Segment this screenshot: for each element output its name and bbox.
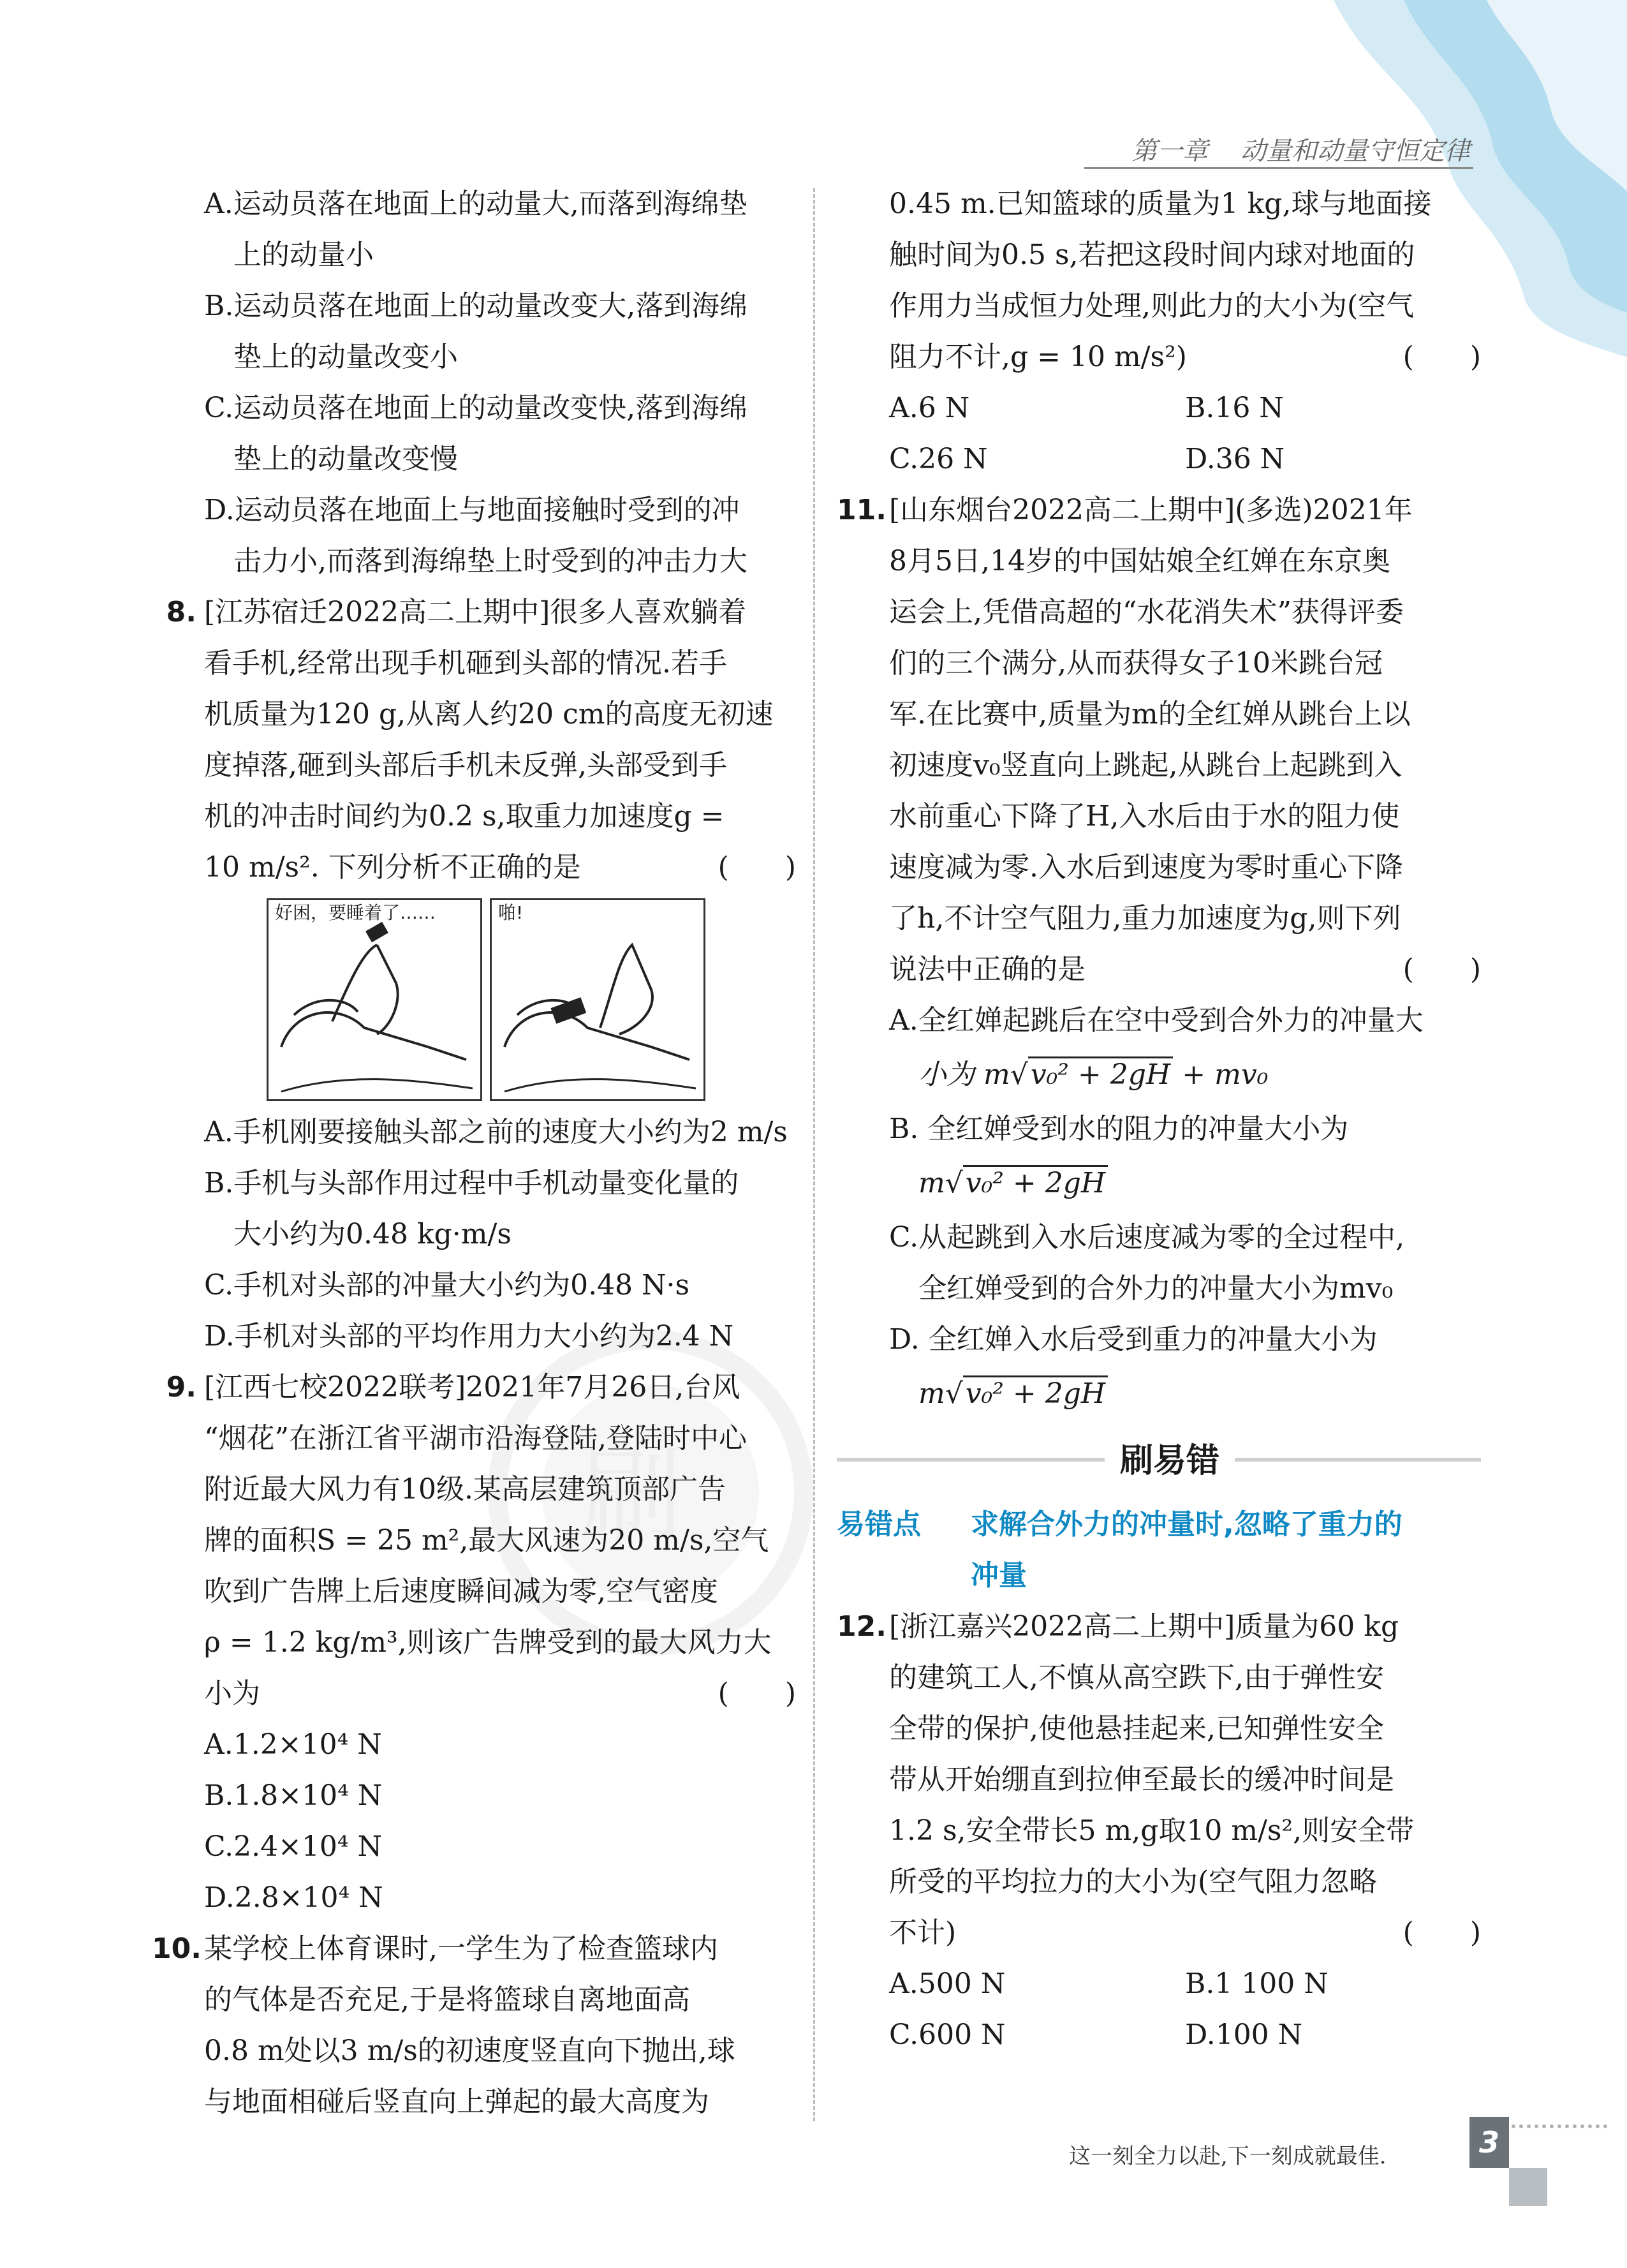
answer-bracket: ( ) bbox=[1402, 1916, 1481, 1949]
column-divider bbox=[813, 188, 815, 2121]
q8-option-d: D.手机对头部的平均作用力大小约为2.4 N bbox=[204, 1320, 734, 1353]
q11-line: 运会上,凭借高超的“水花消失术”获得评委 bbox=[889, 596, 1404, 628]
footer-dots bbox=[1512, 2124, 1607, 2132]
q11-line: 水前重心下降了H,入水后由于水的阻力使 bbox=[889, 800, 1400, 833]
answer-bracket: ( ) bbox=[1402, 341, 1481, 373]
right-column bbox=[837, 179, 1481, 2061]
panel-1-caption: 好困，要睡着了…… bbox=[275, 902, 436, 923]
left-column bbox=[152, 179, 796, 2128]
svg-text:刷: 刷 bbox=[580, 1436, 683, 1555]
q8-line: 10 m/s². 下列分析不正确的是 bbox=[204, 851, 581, 884]
comic-panel-1 bbox=[267, 898, 482, 1101]
question-9 bbox=[152, 1362, 796, 1923]
q10-option-d: D.36 N bbox=[1185, 443, 1285, 475]
q8-line: 机质量为120 g,从离人约20 cm的高度无初速 bbox=[204, 698, 774, 730]
q12-line: 不计) bbox=[889, 1916, 957, 1949]
q11-line: 了h,不计空气阻力,重力加速度为g,则下列 bbox=[889, 902, 1401, 935]
q7-option-b: B.运动员落在地面上的动量改变大,落到海绵 bbox=[204, 290, 748, 322]
q8-illustration bbox=[152, 893, 796, 1107]
q12-option-d: D.100 N bbox=[1185, 2019, 1303, 2051]
q9-option-c: C.2.4×10⁴ N bbox=[204, 1830, 383, 1863]
comic-panel-2 bbox=[490, 898, 705, 1101]
q9-line: 吹到广告牌上后速度瞬间减为零,空气密度 bbox=[204, 1575, 718, 1608]
q10-option-a: A.6 N bbox=[889, 392, 970, 424]
q12-line: 1.2 s,安全带长5 m,g取10 m/s²,则安全带 bbox=[889, 1814, 1415, 1847]
q10-option-b: B.16 N bbox=[1185, 392, 1284, 424]
q9-line: 附近最大风力有10级.某高层建筑顶部广告 bbox=[204, 1473, 726, 1506]
question-number: 11. bbox=[837, 494, 887, 526]
q10-line: 触时间为0.5 s,若把这段时间内球对地面的 bbox=[889, 239, 1415, 271]
page-number-decoration bbox=[1509, 2168, 1547, 2206]
q10-option-c: C.26 N bbox=[889, 443, 988, 475]
formula-text: 小为 m bbox=[918, 1058, 1010, 1091]
q9-option-d: D.2.8×10⁴ N bbox=[204, 1881, 383, 1914]
q11-option-c: C.从起跳到入水后速度减为零的全过程中, bbox=[889, 1221, 1405, 1254]
q11-line: 8月5日,14岁的中国姑娘全红婵在东京奥 bbox=[889, 545, 1390, 577]
formula-radicand: v₀² + 2gH bbox=[963, 1165, 1108, 1200]
q9-option-b: B.1.8×10⁴ N bbox=[204, 1779, 383, 1812]
q8-option-c: C.手机对头部的冲量大小约为0.48 N·s bbox=[204, 1269, 690, 1301]
q12-line: 所受的平均拉力的大小为(空气阻力忽略 bbox=[889, 1865, 1378, 1898]
question-number: 8. bbox=[166, 596, 196, 628]
error-point-text: 求解合外力的冲量时,忽略了重力的 bbox=[971, 1508, 1402, 1541]
formula-text: + mv₀ bbox=[1173, 1058, 1269, 1091]
header-rule bbox=[1084, 167, 1473, 169]
q7-option-a-cont: 上的动量小 bbox=[233, 239, 374, 271]
page-number: 3 bbox=[1469, 2117, 1509, 2168]
q11-line: 说法中正确的是 bbox=[889, 953, 1086, 986]
panel-2-caption: 啪! bbox=[498, 902, 524, 923]
answer-bracket: ( ) bbox=[718, 851, 796, 884]
q11-option-d: D. 全红婵入水后受到重力的冲量大小为 bbox=[889, 1323, 1378, 1356]
error-point bbox=[837, 1499, 1481, 1601]
footer-motto: 这一刻全力以赴,下一刻成就最佳. bbox=[1069, 2144, 1387, 2169]
q10-line: 0.8 m处以3 m/s的初速度竖直向下抛出,球 bbox=[204, 2035, 735, 2067]
running-header bbox=[1131, 131, 1470, 167]
error-point-text: 冲量 bbox=[971, 1559, 1027, 1592]
q7-option-d: D.运动员落在地面上与地面接触时受到的冲 bbox=[204, 494, 740, 526]
question-number: 9. bbox=[166, 1371, 196, 1404]
q11-line: 初速度v₀竖直向上跳起,从跳台上起跳到入 bbox=[889, 749, 1402, 782]
q10-line: 的气体是否充足,于是将篮球自离地面高 bbox=[204, 1983, 690, 2016]
q12-line: 带从开始绷直到拉伸至最长的缓冲时间是 bbox=[889, 1763, 1394, 1796]
q12-option-b: B.1 100 N bbox=[1185, 1968, 1329, 2000]
q11-option-c-cont: 全红婵受到的合外力的冲量大小为mv₀ bbox=[918, 1272, 1394, 1305]
q11-option-a: A.全红婵起跳后在空中受到合外力的冲量大 bbox=[889, 1004, 1424, 1037]
q11-line: [山东烟台2022高二上期中](多选)2021年 bbox=[889, 494, 1413, 526]
q7-option-a: A.运动员落在地面上的动量大,而落到海绵垫 bbox=[204, 188, 747, 220]
answer-bracket: ( ) bbox=[1402, 953, 1481, 986]
q8-line: 看手机,经常出现手机砸到头部的情况.若手 bbox=[204, 647, 727, 679]
question-12 bbox=[837, 1601, 1481, 2061]
chapter-title: 动量和动量守恒定律 bbox=[1240, 137, 1470, 166]
question-number: 12. bbox=[837, 1610, 887, 1643]
q10-line: 作用力当成恒力处理,则此力的大小为(空气 bbox=[889, 290, 1415, 322]
q9-line: 小为 bbox=[204, 1677, 260, 1710]
q11-option-b: B. 全红婵受到水的阻力的冲量大小为 bbox=[889, 1113, 1349, 1145]
q8-option-a: A.手机刚要接触头部之前的速度大小约为2 m/s bbox=[204, 1116, 788, 1148]
section-header bbox=[837, 1423, 1481, 1499]
error-point-label: 易错点 bbox=[837, 1508, 921, 1541]
answer-bracket: ( ) bbox=[718, 1677, 796, 1710]
question-10 bbox=[152, 1923, 796, 2128]
q11-option-d-formula: m√v₀² + 2gH bbox=[837, 1365, 1481, 1423]
q10-line: 0.45 m.已知篮球的质量为1 kg,球与地面接 bbox=[889, 188, 1432, 220]
q10-line: 阻力不计,g = 10 m/s²) bbox=[889, 341, 1187, 373]
q9-line: 牌的面积S = 25 m²,最大风速为20 m/s,空气 bbox=[204, 1524, 769, 1557]
chapter-label: 第一章 bbox=[1131, 137, 1209, 166]
q7-option-c: C.运动员落在地面上的动量改变快,落到海绵 bbox=[204, 392, 748, 424]
q7-option-b-cont: 垫上的动量改变小 bbox=[233, 341, 458, 373]
formula-text: m bbox=[918, 1377, 945, 1410]
q9-line: ρ = 1.2 kg/m³,则该广告牌受到的最大风力大 bbox=[204, 1626, 772, 1659]
q12-line: [浙江嘉兴2022高二上期中]质量为60 kg bbox=[889, 1610, 1399, 1643]
q10-line: 某学校上体育课时,一学生为了检查篮球内 bbox=[204, 1932, 718, 1965]
q11-line: 军.在比赛中,质量为m的全红婵从跳台上以 bbox=[889, 698, 1411, 730]
formula-radicand: v₀² + 2gH bbox=[1028, 1056, 1174, 1092]
q8-option-b-cont: 大小约为0.48 kg·m/s bbox=[233, 1218, 512, 1250]
q10-line: 与地面相碰后竖直向上弹起的最大高度为 bbox=[204, 2086, 709, 2118]
formula-radicand: v₀² + 2gH bbox=[963, 1375, 1108, 1411]
q12-line: 全带的保护,使他悬挂起来,已知弹性安全 bbox=[889, 1712, 1384, 1745]
q11-line: 们的三个满分,从而获得女子10米跳台冠 bbox=[889, 647, 1383, 679]
q8-option-b: B.手机与头部作用过程中手机动量变化量的 bbox=[204, 1167, 739, 1199]
q8-line: 机的冲击时间约为0.2 s,取重力加速度g = bbox=[204, 800, 725, 833]
formula-text: m bbox=[918, 1167, 945, 1199]
question-10-continued bbox=[837, 179, 1481, 485]
question-11 bbox=[837, 485, 1481, 1423]
question-number: 10. bbox=[152, 1932, 202, 1965]
q9-line: “烟花”在浙江省平湖市沿海登陆,登陆时中心 bbox=[204, 1422, 747, 1455]
q12-option-a: A.500 N bbox=[889, 1968, 1006, 2000]
q11-option-b-formula: m√v₀² + 2gH bbox=[837, 1155, 1481, 1212]
q9-line: [江西七校2022联考]2021年7月26日,台风 bbox=[204, 1371, 740, 1404]
q7-option-d-cont: 击力小,而落到海绵垫上时受到的冲击力大 bbox=[233, 545, 747, 577]
q12-line: 的建筑工人,不慎从高空跌下,由于弹性安 bbox=[889, 1661, 1384, 1694]
q11-line: 速度减为零.入水后到速度为零时重心下降 bbox=[889, 851, 1403, 884]
section-title: 刷易错 bbox=[1105, 1439, 1235, 1483]
question-8 bbox=[152, 587, 796, 1362]
q7-option-c-cont: 垫上的动量改变慢 bbox=[233, 443, 458, 475]
q12-option-c: C.600 N bbox=[889, 2019, 1006, 2051]
q8-line: [江苏宿迁2022高二上期中]很多人喜欢躺着 bbox=[204, 596, 747, 628]
q11-option-a-formula: 小为 m√v₀² + 2gH + mv₀ bbox=[837, 1046, 1481, 1104]
q8-line: 度掉落,砸到头部后手机未反弹,头部受到手 bbox=[204, 749, 727, 782]
q9-option-a: A.1.2×10⁴ N bbox=[204, 1728, 382, 1761]
